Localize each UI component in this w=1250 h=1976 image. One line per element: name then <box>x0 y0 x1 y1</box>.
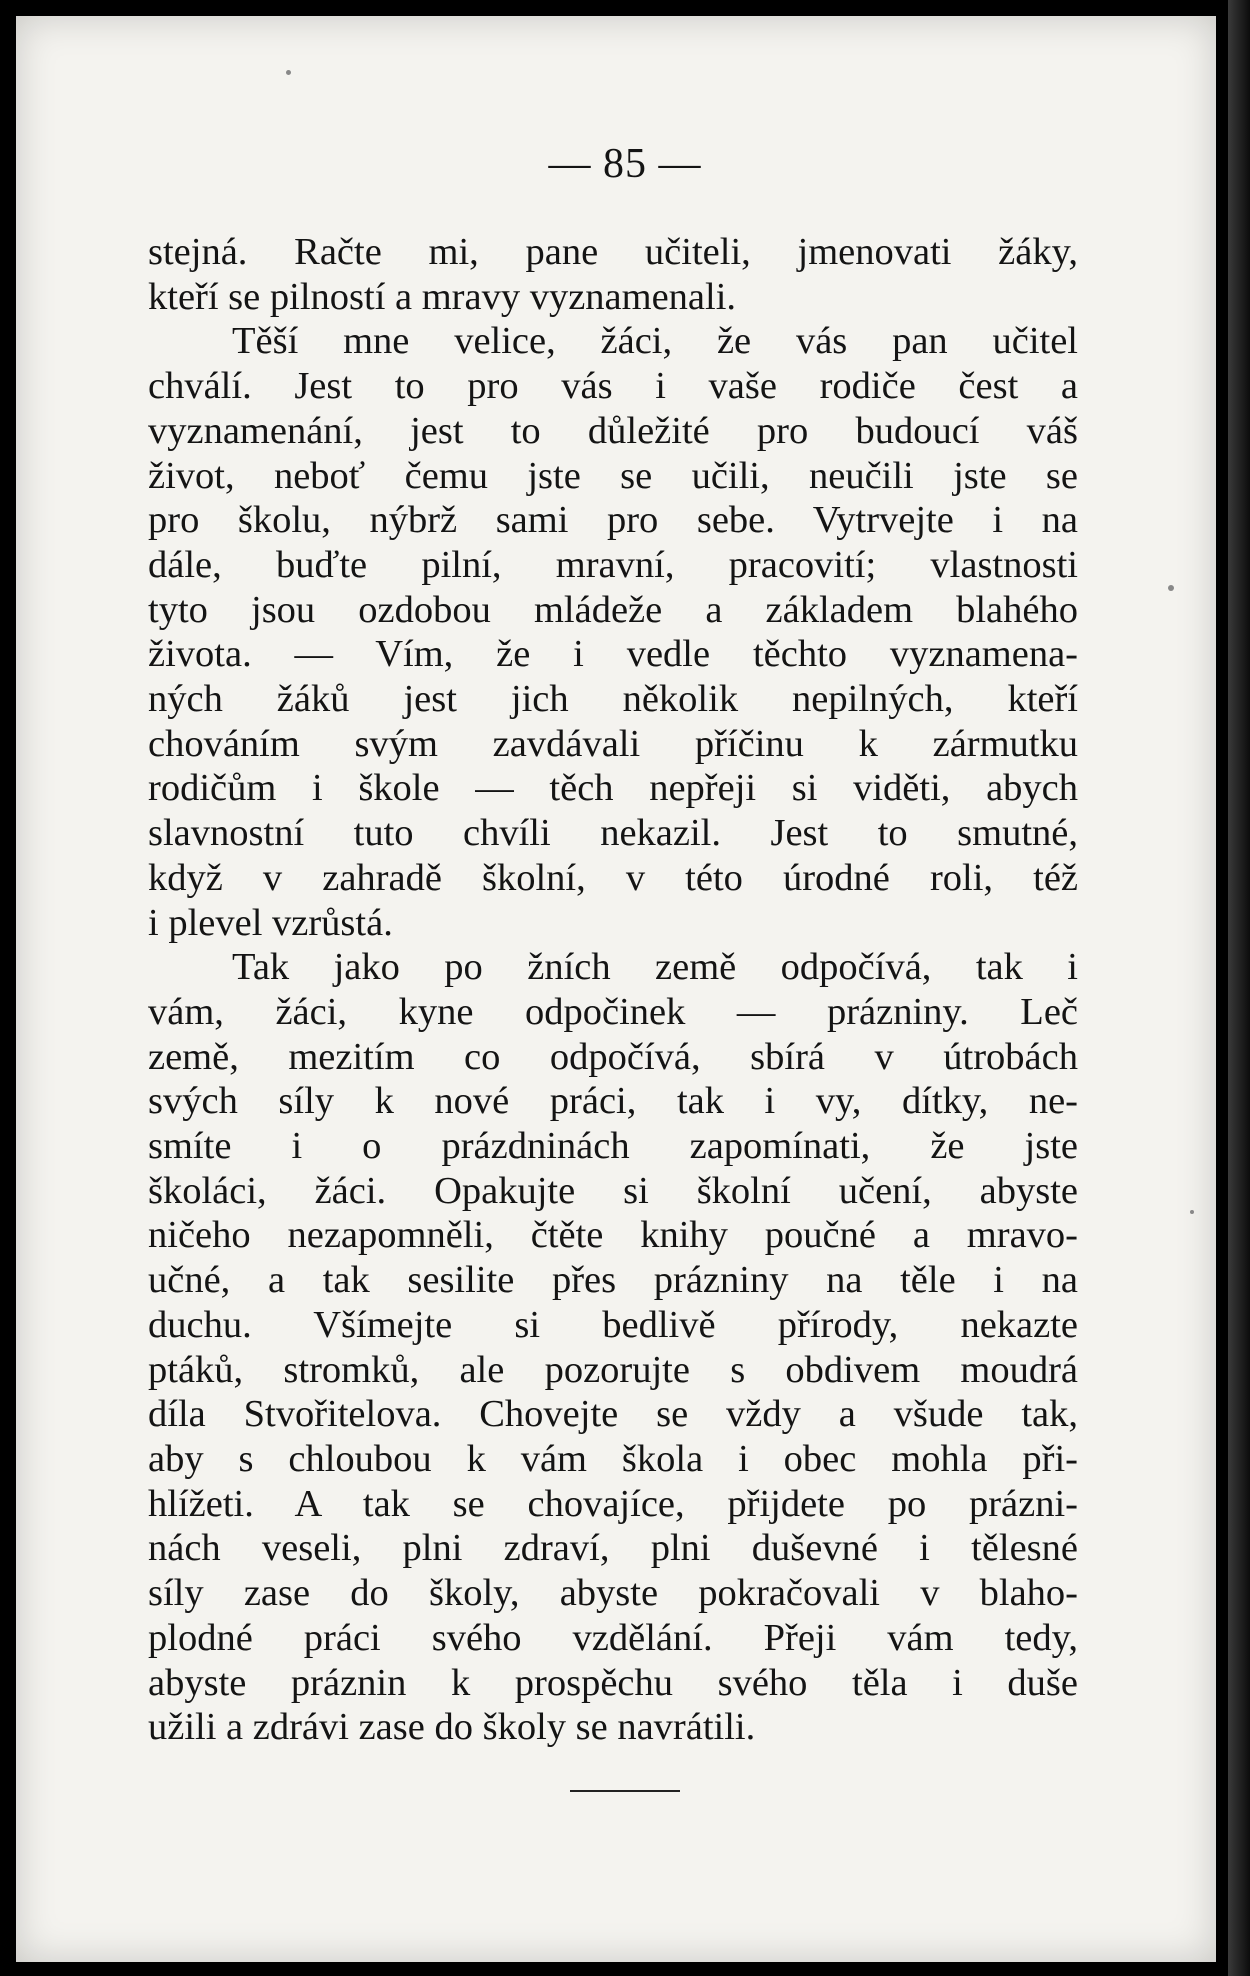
text-line: smíte i o prázdninách zapomínati, že jste <box>148 1125 1078 1168</box>
text-line: když v zahradě školní, v této úrodné roli, též <box>148 856 1078 899</box>
text-line: země, mezitím co odpočívá, sbírá v útrobách <box>148 1035 1078 1078</box>
text-line: užili a zdrávi zase do školy se navrátili. <box>148 1706 756 1749</box>
text-line: život, neboť čemu jste se učili, neučili jste se <box>148 454 1078 497</box>
text-line: hlížeti. A tak se chovajíce, přijdete po prázni- <box>148 1482 1078 1525</box>
text-line: duchu. Všímejte si bedlivě přírody, nekazte <box>148 1303 1078 1346</box>
text-line: dále, buďte pilní, mravní, pracovití; vlastnosti <box>148 543 1078 586</box>
text-line: plodné práci svého vzdělání. Přeji vám tedy, <box>148 1616 1078 1659</box>
text-line: ptáků, stromků, ale pozorujte s obdivem moudrá <box>148 1348 1078 1391</box>
text-line: učné, a tak sesilite přes prázniny na těle i na <box>148 1259 1078 1302</box>
text-line: i plevel vzrůstá. <box>148 901 393 944</box>
page-edge-shadow <box>1228 0 1250 1976</box>
text-line: kteří se pilností a mravy vyznamenali. <box>148 275 737 318</box>
text-line: ničeho nezapomněli, čtěte knihy poučné a mravo- <box>148 1214 1078 1257</box>
text-line: aby s chloubou k vám škola i obec mohla při- <box>148 1437 1078 1480</box>
text-line: školáci, žáci. Opakujte si školní učení, abyste <box>148 1169 1078 1212</box>
text-line: síly zase do školy, abyste pokračovali v blaho- <box>148 1572 1078 1615</box>
text-line: Těší mne velice, žáci, že vás pan učitel <box>232 320 1078 363</box>
text-line: abyste práznin k prospěchu svého těla i duše <box>148 1661 1078 1704</box>
text-line: stejná. Račte mi, pane učiteli, jmenovati žáky, <box>148 231 1078 273</box>
paper-speck <box>1190 1210 1194 1214</box>
text-line: ných žáků jest jich několik nepilných, kteří <box>148 678 1078 721</box>
page-number: — 85 — <box>548 141 702 187</box>
text-line: svých síly k nové práci, tak i vy, dítky, ne- <box>148 1080 1078 1123</box>
text-line: pro školu, nýbrž sami pro sebe. Vytrvejte i na <box>148 499 1078 542</box>
text-line: slavnostní tuto chvíli nekazil. Jest to smutné, <box>148 812 1078 855</box>
text-line: života. — Vím, že i vedle těchto vyznamena- <box>148 633 1078 676</box>
body-text <box>148 230 1078 1750</box>
text-line: Tak jako po žních země odpočívá, tak i <box>232 946 1078 989</box>
paper-speck <box>1168 585 1174 591</box>
text-line: vyznamenání, jest to důležité pro budoucí váš <box>148 409 1078 452</box>
end-rule <box>570 1790 680 1792</box>
text-line: nách veseli, plni zdraví, plni duševné i tělesné <box>148 1527 1078 1570</box>
text-line: rodičům i škole — těch nepřeji si viděti, abych <box>148 767 1078 810</box>
text-line: tyto jsou ozdobou mládeže a základem blahého <box>148 588 1078 631</box>
paper-speck <box>286 70 291 75</box>
text-line: vám, žáci, kyne odpočinek — prázniny. Leč <box>148 990 1078 1033</box>
text-line: díla Stvořitelova. Chovejte se vždy a všude tak, <box>148 1393 1078 1436</box>
text-line: chováním svým zavdávali příčinu k zármutku <box>148 722 1078 765</box>
text-line: chválí. Jest to pro vás i vaše rodiče čest a <box>148 365 1078 408</box>
